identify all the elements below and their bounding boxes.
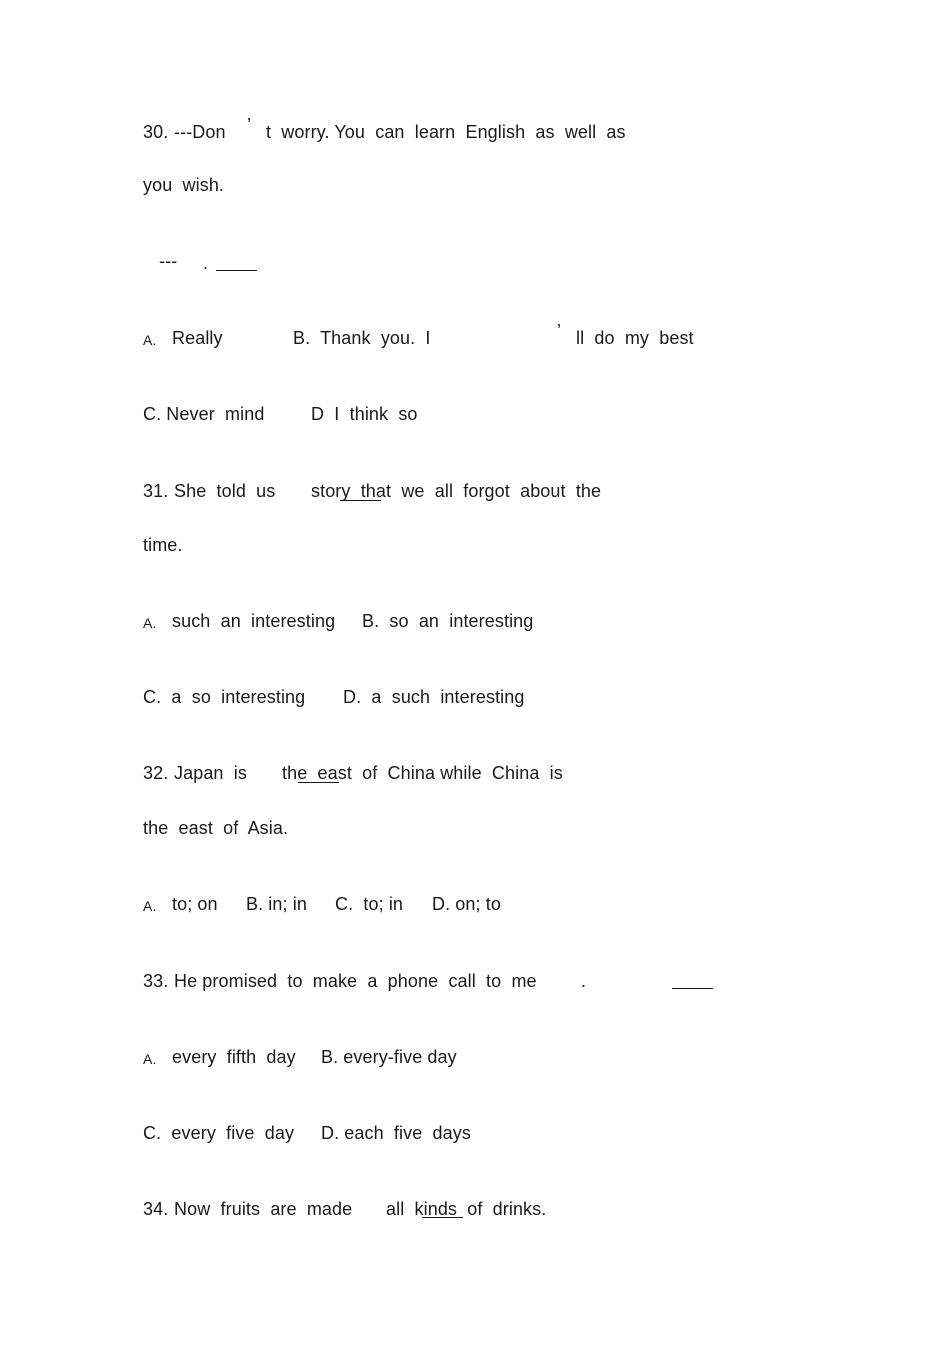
- question-30-option-b-apostrophe: ’: [557, 321, 562, 341]
- question-32-stem-end: the east of Asia.: [143, 818, 289, 838]
- question-30-stem-continued: t worry. You can learn English as well as: [266, 122, 626, 142]
- question-34-stem-continued: all kinds of drinks.: [386, 1199, 547, 1219]
- question-30-reply-dashes: ---: [159, 251, 178, 271]
- question-32-option-c: C. to; in: [335, 894, 404, 914]
- question-33-option-a: every fifth day: [172, 1047, 296, 1067]
- question-33-stem-period: .: [581, 971, 587, 991]
- question-32-option-d: D. on; to: [432, 894, 501, 914]
- question-34-stem-start: Now fruits are made: [174, 1199, 353, 1219]
- question-33-option-c: C. every five day: [143, 1123, 295, 1143]
- question-31-stem-start: She told us: [174, 481, 276, 501]
- question-30-option-b-rest: ll do my best: [576, 328, 694, 348]
- question-31-option-c: C. a so interesting: [143, 687, 306, 707]
- question-32-option-a-letter: A.: [143, 898, 157, 914]
- question-30-option-d: D I think so: [311, 404, 418, 424]
- question-34-answer-blank: [422, 1217, 463, 1218]
- question-31-option-d: D. a such interesting: [343, 687, 525, 707]
- question-32-option-a: to; on: [172, 894, 218, 914]
- question-33-stem: He promised to make a phone call to me: [174, 971, 537, 991]
- question-30-reply-period: .: [203, 253, 209, 273]
- question-31-option-b: B. so an interesting: [362, 611, 534, 631]
- question-30-apostrophe: ’: [247, 115, 252, 135]
- question-34-number: 34.: [143, 1199, 169, 1219]
- question-32-number: 32.: [143, 763, 169, 783]
- question-31-option-a-letter: A.: [143, 615, 157, 631]
- question-33-option-b: B. every-five day: [321, 1047, 457, 1067]
- question-31-number: 31.: [143, 481, 169, 501]
- question-31-option-a: such an interesting: [172, 611, 336, 631]
- question-30-option-b: B. Thank you. I: [293, 328, 431, 348]
- question-30-option-a: Really: [172, 328, 223, 348]
- question-31-answer-blank: [340, 500, 381, 501]
- question-30-option-a-letter: A.: [143, 332, 157, 348]
- question-32-option-b: B. in; in: [246, 894, 307, 914]
- question-33-option-d: D. each five days: [321, 1123, 471, 1143]
- question-33-number: 33.: [143, 971, 169, 991]
- question-31-stem-continued: story that we all forgot about the: [311, 481, 602, 501]
- question-32-answer-blank: [298, 782, 339, 783]
- question-30-answer-blank: [216, 270, 257, 271]
- question-30-option-c: C. Never mind: [143, 404, 265, 424]
- question-30-number: 30.: [143, 122, 169, 142]
- question-32-stem-start: Japan is: [174, 763, 247, 783]
- question-33-option-a-letter: A.: [143, 1051, 157, 1067]
- question-32-stem-continued: the east of China while China is: [282, 763, 563, 783]
- question-31-stem-end: time.: [143, 535, 183, 555]
- question-30-stem-start: ---Don: [174, 122, 226, 142]
- question-30-stem-end: you wish.: [143, 175, 225, 195]
- question-33-answer-blank: [672, 988, 713, 989]
